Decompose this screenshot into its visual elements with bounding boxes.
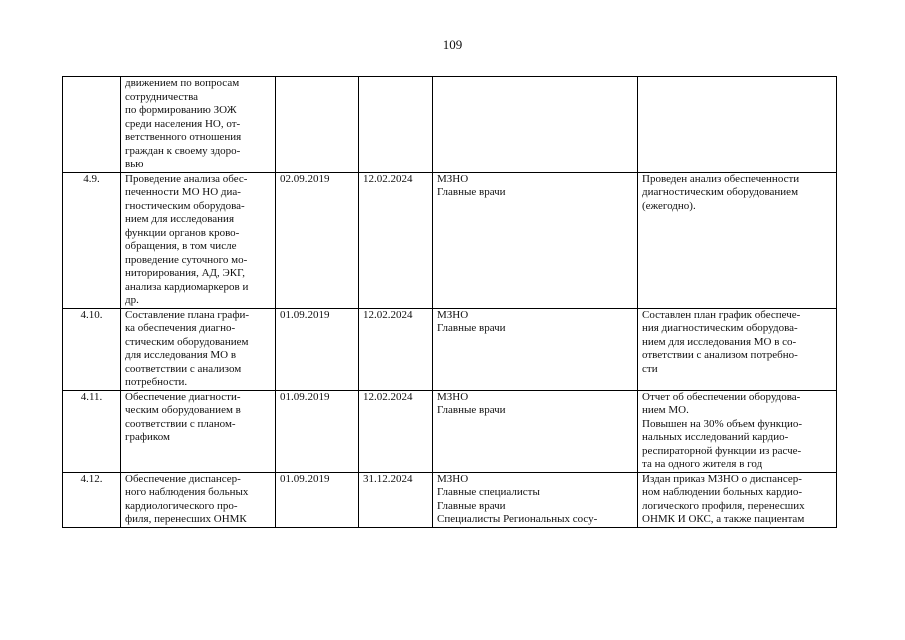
start-date <box>276 308 359 390</box>
activity-line: ветственного отношения <box>125 131 242 143</box>
result-line: ния диагностическим оборудова- <box>642 322 798 334</box>
start-text: 02.09.2019 <box>280 172 330 185</box>
responsible-line: Главные врачи <box>437 186 506 198</box>
activity-line: ческим оборудованием в <box>125 404 241 416</box>
activity-line: анализа кардиомаркеров и <box>125 280 249 293</box>
row-number <box>63 172 121 308</box>
table-row <box>63 77 837 173</box>
end-date <box>359 77 433 173</box>
activity-line: стическим оборудованием <box>125 335 249 348</box>
responsible-line: Главные специалисты <box>437 486 540 498</box>
start-date <box>276 77 359 173</box>
end-date <box>359 308 433 390</box>
result-line: та на одного жителя в год <box>642 458 763 470</box>
result-line: нием МО. <box>642 404 689 416</box>
activity-line: Составление плана графи- <box>125 308 249 321</box>
result-cell <box>638 390 837 472</box>
num-text: 4.9. <box>83 172 100 185</box>
responsible-line: МЗНО <box>437 472 469 485</box>
activity-line: ка обеспечения диагно- <box>125 322 236 334</box>
activity-line: кардиологического про- <box>125 499 238 512</box>
activity-line: соответствии с анализом <box>125 362 242 375</box>
responsible-line: МЗНО <box>437 172 469 185</box>
end-date <box>359 172 433 308</box>
activity-cell <box>121 77 276 173</box>
activity-line: Обеспечение диспансер- <box>125 472 241 485</box>
result-line: респираторной функции из расче- <box>642 444 802 457</box>
num-text: 4.10. <box>80 308 103 321</box>
result-line: Отчет об обеспечении оборудова- <box>642 390 801 403</box>
result-line: нальных исследований кардио- <box>642 431 789 443</box>
num-text: 4.12. <box>80 472 103 485</box>
result-line: ответствии с анализом потребно- <box>642 349 798 361</box>
result-line: Проведен анализ обеспеченности <box>642 172 800 185</box>
activity-line: по формированию ЗОЖ <box>125 104 237 116</box>
responsible-cell <box>433 77 638 173</box>
row-number <box>63 390 121 472</box>
activity-line: обращения, в том числе <box>125 240 237 252</box>
start-text: 01.09.2019 <box>280 390 330 403</box>
responsible-cell <box>433 472 638 527</box>
start-date <box>276 472 359 527</box>
result-line: сти <box>642 362 658 375</box>
responsible-line: Главные врачи <box>437 404 506 416</box>
end-text: 12.02.2024 <box>363 308 413 321</box>
start-date <box>276 390 359 472</box>
end-date <box>359 390 433 472</box>
start-text: 01.09.2019 <box>280 472 330 485</box>
responsible-cell <box>433 308 638 390</box>
responsible-line: Главные врачи <box>437 499 506 512</box>
result-line: (ежегодно). <box>642 199 696 212</box>
plan-table <box>62 76 837 528</box>
responsible-line: МЗНО <box>437 308 469 321</box>
activity-line: др. <box>125 294 139 306</box>
responsible-cell <box>433 172 638 308</box>
table-row <box>63 390 837 472</box>
end-text: 31.12.2024 <box>363 472 413 485</box>
page-number: 109 <box>442 37 463 52</box>
activity-line: проведение суточного мо- <box>125 253 248 266</box>
activity-cell <box>121 308 276 390</box>
row-number <box>63 77 121 173</box>
row-number <box>63 472 121 527</box>
activity-line: потребности. <box>125 376 188 388</box>
end-text: 12.02.2024 <box>363 390 413 403</box>
activity-cell <box>121 172 276 308</box>
activity-line: вью <box>125 158 144 170</box>
responsible-cell <box>433 390 638 472</box>
result-cell <box>638 77 837 173</box>
result-cell <box>638 172 837 308</box>
start-text: 01.09.2019 <box>280 308 330 321</box>
table-row <box>63 308 837 390</box>
result-cell <box>638 308 837 390</box>
table-row <box>63 472 837 527</box>
activity-line: Обеспечение диагности- <box>125 390 241 403</box>
result-line: Издан приказ МЗНО о диспансер- <box>642 472 802 485</box>
activity-line: ниторирования, АД, ЭКГ, <box>125 267 246 279</box>
result-line: диагностическим оборудованием <box>642 186 799 198</box>
result-line: ОНМК И ОКС, а также пациентам <box>642 513 805 525</box>
activity-line: гностическим оборудова- <box>125 199 245 212</box>
end-text: 12.02.2024 <box>363 172 413 185</box>
responsible-line: МЗНО <box>437 390 469 403</box>
result-line: Повышен на 30% объем функцио- <box>642 417 803 430</box>
activity-line: функции органов крово- <box>125 226 240 239</box>
responsible-line: Главные врачи <box>437 322 506 334</box>
result-line: логического профиля, перенесших <box>642 499 805 512</box>
activity-line: филя, перенесших ОНМК <box>125 513 247 525</box>
activity-line: графиком <box>125 431 170 443</box>
result-line: Составлен план график обеспече- <box>642 308 801 321</box>
result-line: ном наблюдении больных кардио- <box>642 486 803 498</box>
activity-line: нием для исследования <box>125 213 235 225</box>
end-date <box>359 472 433 527</box>
activity-line: для исследования МО в <box>125 349 237 361</box>
activity-cell <box>121 390 276 472</box>
activity-line: ного наблюдения больных <box>125 486 249 498</box>
result-line: нием для исследования МО в со- <box>642 335 797 348</box>
activity-line: среди населения НО, от- <box>125 117 241 130</box>
activity-line: движением по вопросам <box>125 77 240 89</box>
activity-line: граждан к своему здоро- <box>125 144 241 157</box>
activity-line: печенности МО НО диа- <box>125 186 241 198</box>
activity-line: соответствии с планом- <box>125 417 236 430</box>
activity-cell <box>121 472 276 527</box>
activity-line: Проведение анализа обес- <box>125 172 248 185</box>
num-text: 4.11. <box>80 390 103 403</box>
table-row <box>63 172 837 308</box>
row-number <box>63 308 121 390</box>
start-date <box>276 172 359 308</box>
result-cell <box>638 472 837 527</box>
responsible-line: Специалисты Региональных сосу- <box>437 513 598 525</box>
activity-line: сотрудничества <box>125 90 199 103</box>
